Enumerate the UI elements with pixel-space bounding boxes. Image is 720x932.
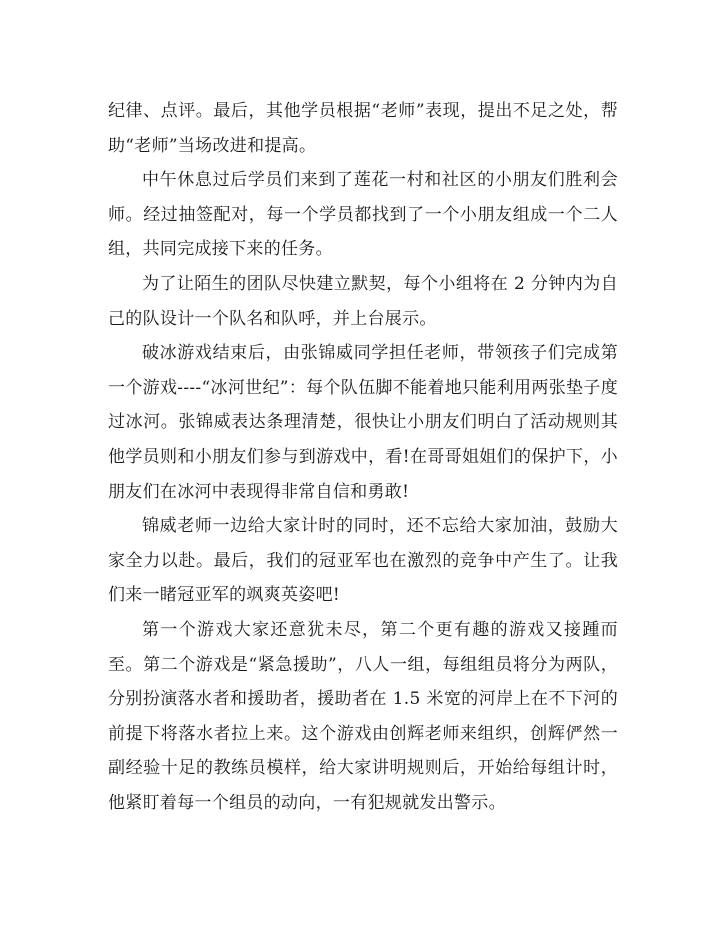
paragraph-6: 第一个游戏大家还意犹未尽，第二个更有趣的游戏又接踵而至。第二个游戏是“紧急援助”，八人一组，每组组员将分为两队，分别扮演落水者和援助者，援助者在 1.5 米宽的河岸上在不下河的前提下将落水者拉上来。这个游戏由创辉老师来组织，创辉俨然一副经验十足的教练员模样，给大家讲明规则后，开始给每组计时，他紧盯着每一个组员的动向，一有犯规就发出警示。 bbox=[108, 619, 618, 813]
paragraph-5: 锦威老师一边给大家计时的同时，还不忘给大家加油，鼓励大家全力以赴。最后，我们的冠亚军也在激烈的竞争中产生了。让我们来一睹冠亚军的飒爽英姿吧! bbox=[108, 516, 618, 606]
paragraph-1: 纪律、点评。最后，其他学员根据“老师”表现，提出不足之处，帮助“老师”当场改进和提高。 bbox=[108, 101, 618, 156]
paragraph-3: 为了让陌生的团队尽快建立默契，每个小组将在 2 分钟内为自己的队设计一个队名和队呼，并上台展示。 bbox=[108, 273, 618, 329]
document-body bbox=[108, 94, 618, 820]
paragraph-2: 中午休息过后学员们来到了莲花一村和社区的小朋友们胜利会师。经过抽签配对，每一个学员都找到了一个小朋友组成一个二人组，共同完成接下来的任务。 bbox=[108, 170, 618, 260]
paragraph-4: 破冰游戏结束后，由张锦威同学担任老师，带领孩子们完成第一个游戏----“冰河世纪”：每个队伍脚不能着地只能利用两张垫子度过冰河。张锦威表达条理清楚，很快让小朋友们明白了活动规则其他学员则和小朋友们参与到游戏中，看!在哥哥姐姐们的保护下，小朋友们在冰河中表现得非常自信和勇敢! bbox=[108, 343, 618, 502]
